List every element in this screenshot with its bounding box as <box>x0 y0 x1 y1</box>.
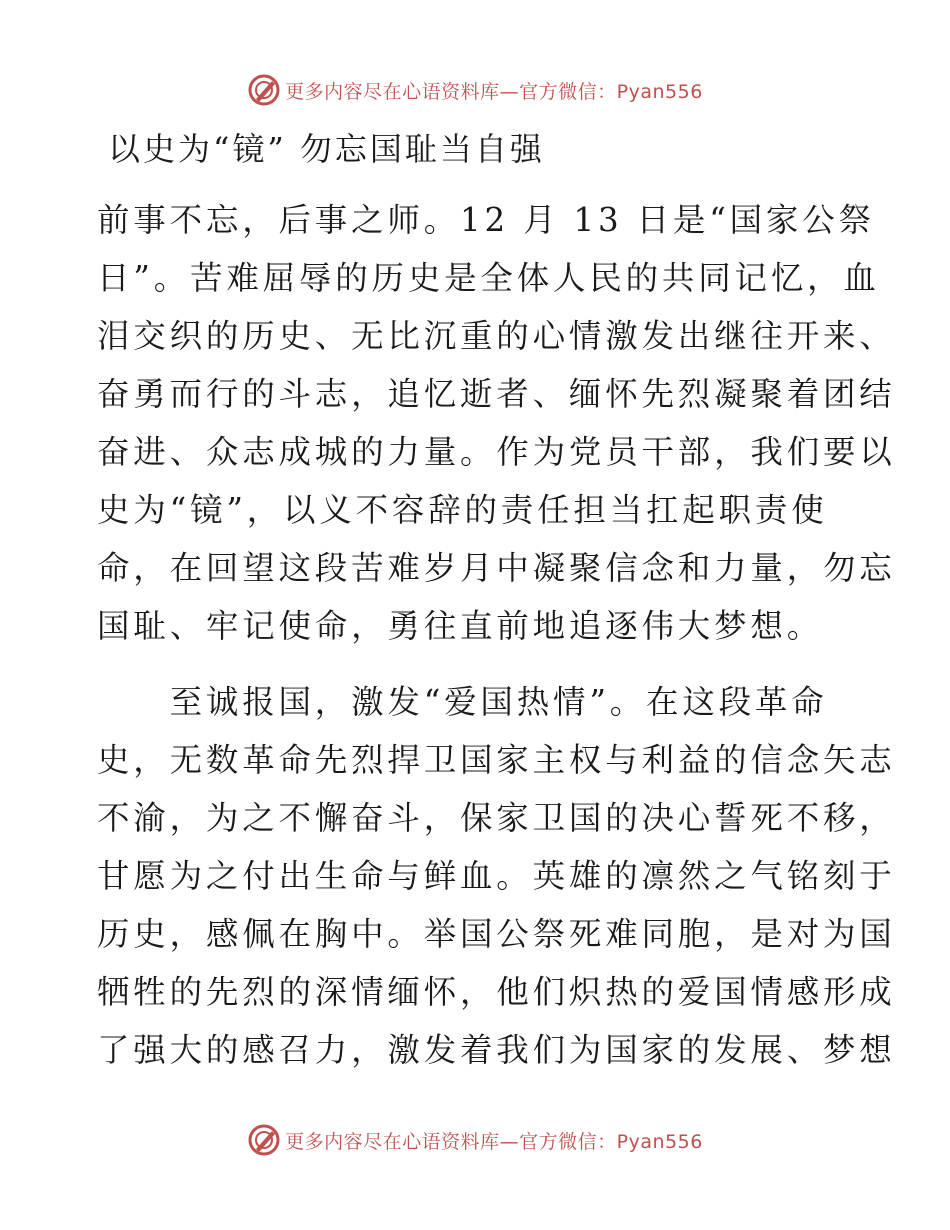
text-line: 不渝，为之不懈奋斗，保家卫国的决心誓死不移， <box>97 799 896 837</box>
text-line: 甘愿为之付出生命与鲜血。英雄的凛然之气铭刻于 <box>97 857 896 895</box>
text-line: 了强大的感召力，激发着我们为国家的发展、梦想 <box>97 1031 896 1069</box>
text-line: 奋进、众志成城的力量。作为党员干部，我们要以 <box>97 433 896 471</box>
brand-logo-icon <box>247 1123 281 1157</box>
text-line: 史，无数革命先烈捍卫国家主权与利益的信念矢志 <box>97 741 896 779</box>
article-title: 以史为“镜” 勿忘国耻当自强 <box>108 130 545 168</box>
text-line: 历史，感佩在胸中。举国公祭死难同胞，是对为国 <box>97 915 896 953</box>
text-line: 国耻、牢记使命，勇往直前地追逐伟大梦想。 <box>97 607 824 645</box>
footer-watermark <box>0 1120 950 1160</box>
brand-logo-icon <box>247 73 281 107</box>
text-line: 奋勇而行的斗志，追忆逝者、缅怀先烈凝聚着团结 <box>97 375 896 413</box>
text-line: 至诚报国，激发“爱国热情”。在这段革命 <box>97 683 828 721</box>
text-line: 命，在回望这段苦难岁月中凝聚信念和力量，勿忘 <box>97 549 896 587</box>
text-line: 前事不忘，后事之师。12 月 13 日是“国家公祭 <box>97 201 875 239</box>
text-line: 日”。苦难屈辱的历史是全体人民的共同记忆，血 <box>97 259 880 297</box>
watermark-text: 更多内容尽在心语资料库—官方微信：Pyan556 <box>285 80 703 103</box>
watermark-text: 更多内容尽在心语资料库—官方微信：Pyan556 <box>285 1130 703 1153</box>
header-watermark <box>0 70 950 110</box>
text-line: 牺牲的先烈的深情缅怀，他们炽热的爱国情感形成 <box>97 973 896 1011</box>
text-line: 泪交织的历史、无比沉重的心情激发出继往开来、 <box>97 317 896 355</box>
text-line: 史为“镜”，以义不容辞的责任担当扛起职责使 <box>97 491 828 529</box>
